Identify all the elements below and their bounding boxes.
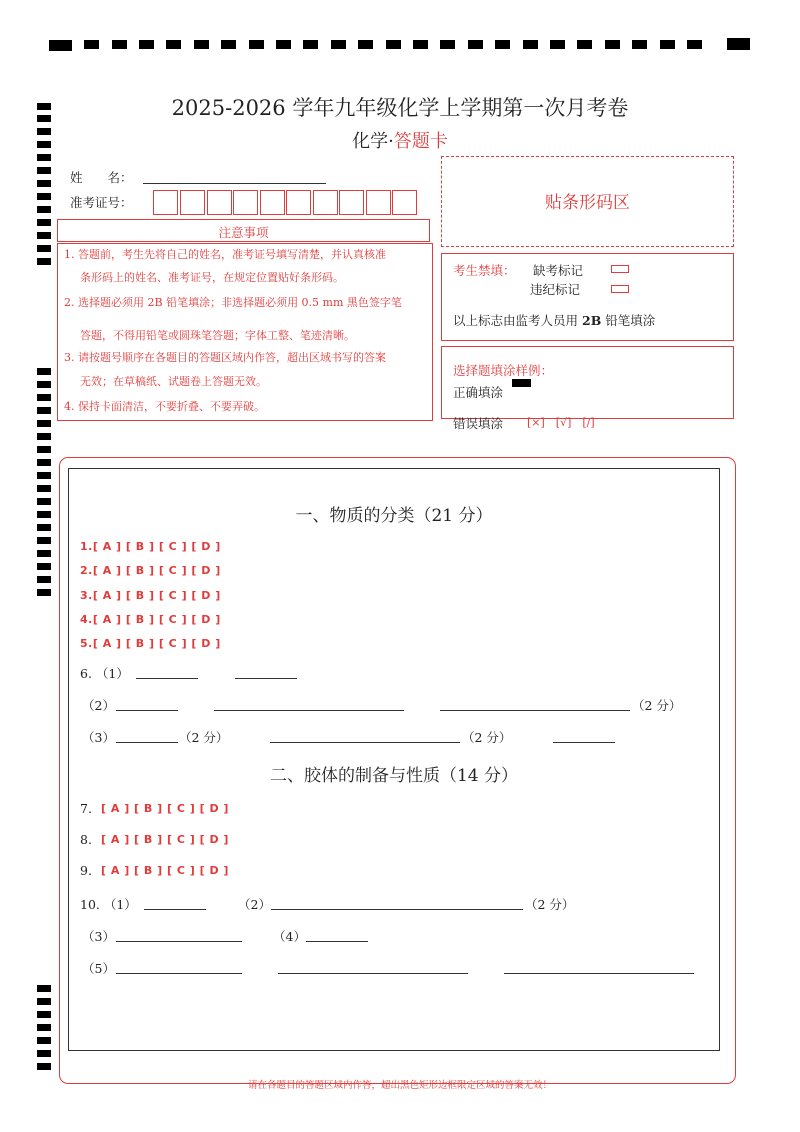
subtitle-answer-card: 答题卡 — [393, 131, 448, 152]
name-label: 姓 名： — [70, 170, 133, 185]
sample-title: 选择题填涂样例： — [453, 363, 554, 378]
q10-4-blank[interactable] — [306, 941, 368, 942]
footer-warning: 请在各题目的答题区域内作答，超出黑色矩形边框限定区域的答案无效！ — [247, 1080, 552, 1091]
absent-mark-label: 缺考标记 — [533, 263, 584, 278]
choice-row-2-text: 2.[ A ] [ B ] [ C ] [ D ] — [80, 564, 221, 577]
absent-mark-box[interactable] — [611, 265, 629, 273]
choice-row-2[interactable] — [80, 559, 221, 578]
q6-1-blank-a[interactable] — [136, 678, 198, 679]
forbidden-note-suffix: 铅笔填涂 — [605, 313, 656, 328]
q9-number: 9. — [80, 863, 92, 878]
choice-row-3[interactable] — [80, 584, 221, 603]
q7-number: 7. — [80, 801, 92, 816]
q10-2-score: （2 分） — [525, 897, 575, 912]
q10-5-blank-c[interactable] — [504, 973, 694, 974]
notice-item-3: 3. 请按题号顺序在各题目的答题区域内作答，超出区域书写的答案 — [64, 351, 386, 364]
q6-3-blank-b[interactable] — [270, 742, 460, 743]
notice-item-1: 1. 答题前，考生先将自己的姓名，准考证号填写清楚，并认真核准 — [64, 248, 386, 261]
q10-4-label: （4） — [273, 929, 306, 944]
forbidden-note-bold: 2B — [582, 313, 602, 328]
page-title: 2025-2026 学年九年级化学上学期第一次月考卷 — [171, 96, 629, 120]
violation-mark-box[interactable] — [611, 285, 629, 293]
notice-item-3b: 无效；在草稿纸、试题卷上答题无效。 — [80, 375, 267, 388]
notice-item-2: 2. 选择题必须用 2B 铅笔填涂；非选择题必须用 0.5 mm 黑色签字笔 — [64, 296, 402, 309]
choice-row-4-text: 4.[ A ] [ B ] [ C ] [ D ] — [80, 613, 221, 626]
q10-2-label: （2） — [238, 897, 271, 912]
forbidden-note — [453, 311, 655, 329]
choice-row-8[interactable]: [ A ] [ B ] [ C ] [ D ] — [101, 833, 229, 846]
q10-3-blank[interactable] — [116, 941, 242, 942]
choice-row-4[interactable] — [80, 608, 221, 627]
answer-region — [68, 468, 720, 1051]
page-subtitle — [0, 127, 800, 153]
q6-1-blank-b[interactable] — [235, 678, 297, 679]
subtitle-prefix: 化学· — [352, 131, 394, 152]
notice-item-4: 4. 保持卡面清洁，不要折叠、不要弄破。 — [64, 400, 265, 413]
choice-row-5-text: 5.[ A ] [ B ] [ C ] [ D ] — [80, 637, 221, 650]
wrong-fill-label: 错误填涂 — [453, 416, 504, 431]
q10-1-blank[interactable] — [144, 909, 206, 910]
wrong-fill-samples: [×] [√] [/] — [527, 416, 595, 429]
choice-row-1-text: 1.[ A ] [ B ] [ C ] [ D ] — [80, 540, 221, 553]
q6-2-blank-b[interactable] — [214, 710, 404, 711]
section-1-title: 一、物质的分类（21 分） — [295, 506, 493, 526]
q6-3-blank-a[interactable] — [116, 742, 178, 743]
q10-2-blank[interactable] — [271, 909, 523, 910]
q6-2-blank-a[interactable] — [116, 710, 178, 711]
choice-row-9[interactable]: [ A ] [ B ] [ C ] [ D ] — [101, 864, 229, 877]
q10-3-label: （3） — [82, 929, 115, 944]
choice-row-3-text: 3.[ A ] [ B ] [ C ] [ D ] — [80, 589, 221, 602]
name-field[interactable] — [143, 183, 326, 184]
q6-label: 6. （1） — [80, 666, 129, 681]
section-2-title: 二、胶体的制备与性质（14 分） — [269, 766, 519, 786]
q6-3-label: （3） — [82, 730, 115, 745]
forbidden-label: 考生禁填： — [453, 263, 516, 278]
correct-fill-label: 正确填涂 — [453, 385, 504, 400]
exam-id-label: 准考证号： — [70, 195, 133, 210]
q6-2-score: （2 分） — [632, 698, 682, 713]
correct-fill-sample — [512, 379, 531, 387]
choice-row-1[interactable] — [80, 535, 221, 554]
q10-label: 10. （1） — [80, 897, 137, 912]
q10-5-label: （5） — [82, 961, 115, 976]
barcode-label: 贴条形码区 — [545, 193, 630, 213]
q6-3-blank-c[interactable] — [553, 742, 615, 743]
q10-5-blank-b[interactable] — [278, 973, 468, 974]
q10-5-blank-a[interactable] — [116, 973, 242, 974]
notice-title: 注意事项 — [218, 225, 269, 240]
notice-item-2b: 答题，不得用铅笔或圆珠笔答题；字体工整、笔迹清晰。 — [80, 329, 355, 342]
q6-3-score-a: （2 分） — [179, 730, 229, 745]
q6-2-blank-c[interactable] — [440, 710, 630, 711]
notice-item-1b: 条形码上的姓名、准考证号，在规定位置贴好条形码。 — [80, 271, 344, 284]
forbidden-note-prefix: 以上标志由监考人员用 — [453, 313, 579, 328]
violation-mark-label: 违纪标记 — [530, 282, 581, 297]
choice-row-7[interactable]: [ A ] [ B ] [ C ] [ D ] — [101, 802, 229, 815]
choice-row-5[interactable] — [80, 632, 221, 651]
q8-number: 8. — [80, 832, 92, 847]
q6-3-score-b: （2 分） — [462, 730, 512, 745]
q6-2-label: （2） — [82, 698, 115, 713]
